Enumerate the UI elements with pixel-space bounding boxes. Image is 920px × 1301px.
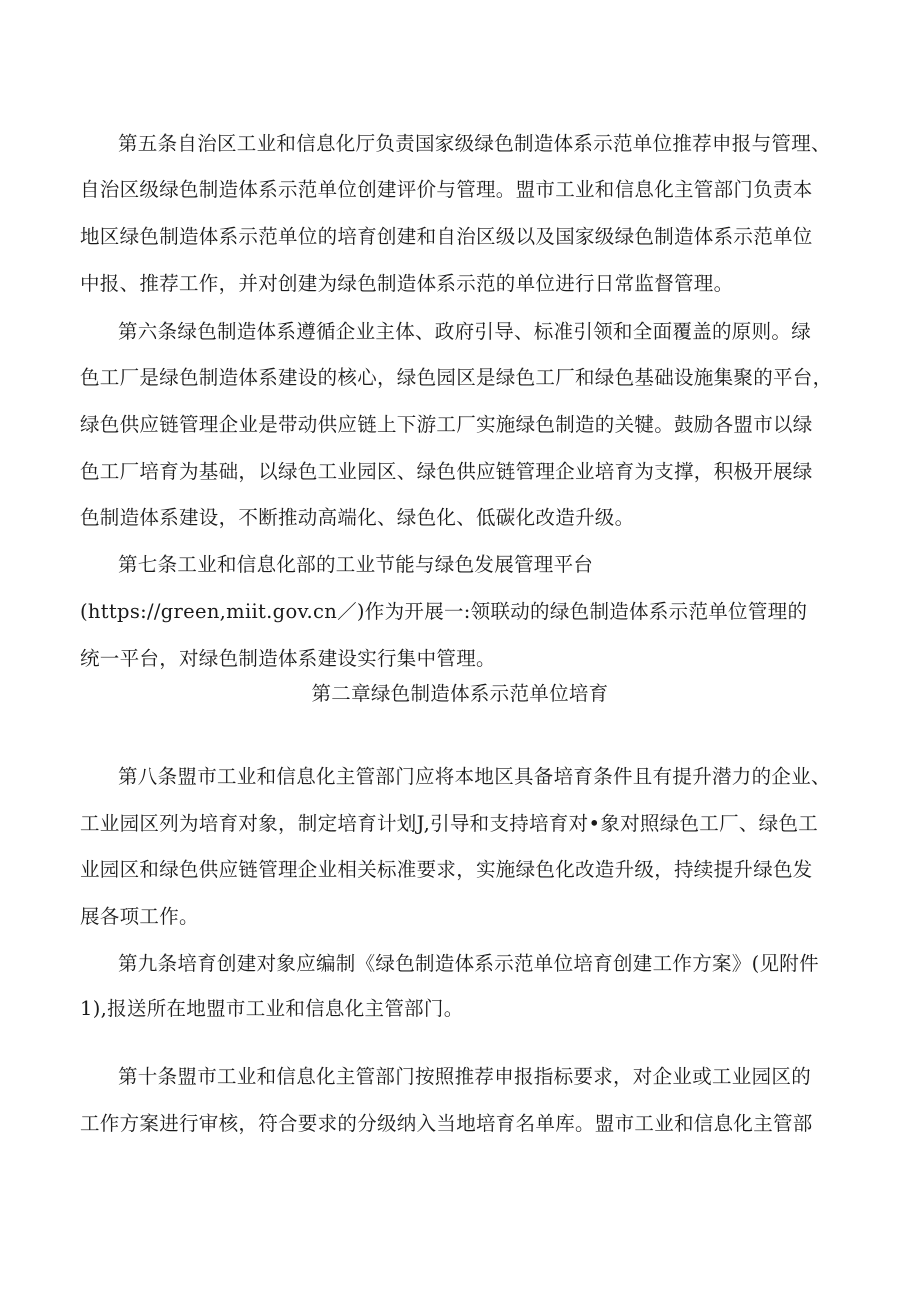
article-6-line-2: 色工厂是绿色制造体系建设的核心，绿色园区是绿色工厂和绿色基础设施集聚的平台，	[80, 366, 833, 389]
article-9-line-1: 第九条培育创建对象应编制《绿色制造体系示范单位培育创建工作方案》(见附件	[118, 952, 819, 975]
article-7-line-2: (https://green,miit.gov.cn／)作为开展一:领联动的绿色制造体系示范单位管理的	[80, 600, 808, 623]
article-6-line-4: 色工厂培育为基础，以绿色工业园区、绿色供应链管理企业培育为支撑，积极开展绿	[80, 460, 813, 483]
article-10-line-2: 工作方案进行审核，符合要求的分级纳入当地培育名单库。盟市工业和信息化主管部	[80, 1112, 813, 1135]
article-9-line-2: 1),报送所在地盟市工业和信息化主管部门。	[80, 997, 464, 1020]
article-7-line-1: 第七条工业和信息化部的工业节能与绿色发展管理平台	[118, 553, 594, 576]
article-5-line-2: 自治区级绿色制造体系示范单位创建评价与管理。盟市工业和信息化主管部门负责本	[80, 178, 813, 201]
article-6-line-3: 绿色供应链管理企业是带动供应链上下游工厂实施绿色制造的关犍。鼓励各盟市以绿	[80, 413, 813, 436]
article-6-line-1: 第六条绿色制造体系遵循企业主体、政府引导、标准引领和全面覆盖的原则。绿	[118, 320, 812, 343]
article-7-line-3: 统一平台，对绿色制造体系建设实行集中管理。	[80, 647, 496, 670]
article-5-line-4: 中报、推荐工作，并对创建为绿色制造体系示范的单位进行日常监督管理。	[80, 272, 734, 295]
article-5-line-1: 第五条自治区工业和信息化厅负责国家级绿色制造体系示范单位推荐申报与管理、	[118, 132, 831, 155]
article-10-line-1: 第十条盟市工业和信息化主管部门按照推荐申报指标要求，对企业或工业园区的	[118, 1065, 812, 1088]
article-6-line-5: 色制造体系建设，不断推动高端化、绿色化、低碳化改造升级。	[80, 506, 635, 529]
article-8-line-2: 工业园区列为培育对象，制定培育计划J,引导和支持培育对•象对照绿色工厂、绿色工	[80, 812, 819, 835]
article-8-line-1: 第八条盟市工业和信息化主管部门应将本地区具备培育条件且有提升潜力的企业、	[118, 765, 831, 788]
article-8-line-4: 展各项工作。	[80, 905, 199, 928]
article-5-line-3: 地区绿色制造体系示范单位的培育创建和自治区级以及国家级绿色制造体系示范单位	[80, 225, 813, 248]
chapter-2-heading: 第二章绿色制造体系示范单位培育	[311, 682, 609, 705]
article-8-line-3: 业园区和绿色供应链管理企业相关标准要求，实施绿色化改造升级，持续提升绿色发	[80, 858, 813, 881]
